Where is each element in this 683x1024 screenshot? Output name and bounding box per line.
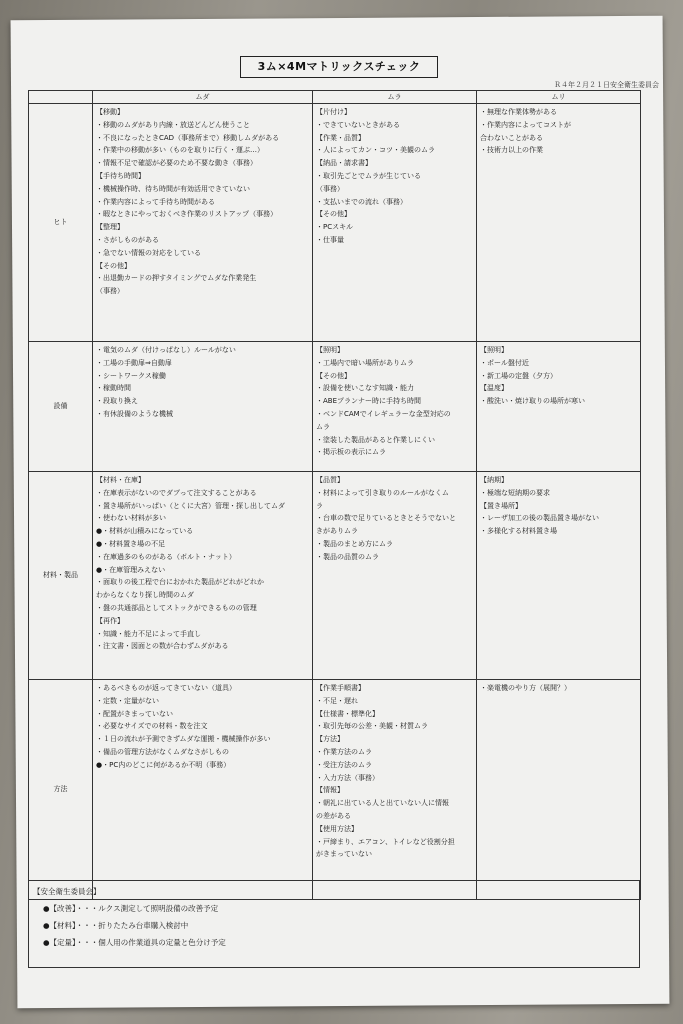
cell-line: ・さがしものがある <box>96 235 159 244</box>
cell-line: ・技術力以上の作業 <box>480 146 543 155</box>
cell-line: ・必要なサイズでの材料・数を注文 <box>96 722 208 731</box>
committee-item: ●【改善】・・・ルクス測定して照明設備の改善予定 <box>43 904 219 913</box>
cell-line: ムラ <box>316 422 330 431</box>
date-author: Ｒ４年２月２１日安全衛生委員会 <box>554 81 659 89</box>
cell-line: ・取引先ごとでムラが生じている <box>316 171 421 180</box>
cell-line: ・段取り換え <box>96 397 138 406</box>
matrix-table <box>28 90 641 900</box>
cell-line: ・新工場の定盤（夕方） <box>480 371 557 380</box>
cell-line: ・塗装した製品があると作業しにくい <box>316 435 435 444</box>
cell-line: 【材料・在庫】 <box>96 476 145 484</box>
cell-line: ・工場内で暗い場所がありムラ <box>316 358 414 367</box>
cell-line: 【照明】 <box>480 346 508 354</box>
row-label: 設備 <box>29 342 93 472</box>
cell-line: ・台車の数で足りているときとそうでないと <box>316 514 456 523</box>
cell-line: ・知識・能力不足によって手直し <box>96 629 201 638</box>
row-label: ヒト <box>29 104 93 342</box>
cell-muri <box>477 104 641 342</box>
cell-line: 【方法】 <box>316 735 344 744</box>
cell-line: （事務） <box>316 184 344 193</box>
cell-line: ・製品のまとめ方にムラ <box>316 539 393 548</box>
cell-line: ・作業方法のムラ <box>316 747 372 756</box>
cell-line: ・定数・定量がない <box>96 696 159 705</box>
cell-line: ・戸締まり、エアコン、トイレなど役割分担 <box>316 837 455 846</box>
cell-line: ・設備を使いこなす知識・能力 <box>316 384 414 393</box>
cell-line: ・工場の手動扉⇒自動扉 <box>96 358 172 367</box>
cell-line: ・ベンドCAMでイレギュラーな金型対応の <box>316 409 451 418</box>
cell-line: ・出退勤カードの押すタイミングでムダな作業発生 <box>96 274 257 283</box>
cell-line: ・ABEプランナー時に手持ち時間 <box>316 397 422 406</box>
cell-mura <box>313 472 477 680</box>
header-row <box>29 91 641 104</box>
cell-line: 【温度】 <box>480 384 508 393</box>
cell-line: ・多様化する材料置き場 <box>480 527 557 536</box>
cell-line: 【納品・請求書】 <box>316 159 372 168</box>
cell-muda <box>93 680 313 900</box>
cell-line: ・盤の共通部品としてストックができるものの管理 <box>96 603 257 612</box>
cell-line: 【作業手順書】 <box>316 684 365 692</box>
cell-line: ・１日の流れが予測できずムダな運搬・機械操作が多い <box>96 735 271 744</box>
corner-cell <box>29 91 93 104</box>
cell-mura <box>313 680 477 900</box>
cell-line: ・使わない材料が多い <box>96 514 166 523</box>
cell-line: ・製品の品質のムラ <box>316 552 379 561</box>
cell-line: 【その他】 <box>316 371 351 380</box>
cell-line: 【再作】 <box>96 616 124 625</box>
cell-line: ●・PC内のどこに何があるか不明（事務） <box>96 760 231 769</box>
cell-line: ・置き場所がいっぱい（とくに大宮）管理・探し出してムダ <box>96 501 285 510</box>
cell-line: ・シートワークス稼働 <box>96 371 166 380</box>
cell-line: 【その他】 <box>316 210 351 219</box>
cell-line: 【仕様書・標準化】 <box>316 709 379 718</box>
cell-line: 【作業・品質】 <box>316 133 365 142</box>
cell-line: ・掲示板の表示にムラ <box>316 448 386 457</box>
cell-line: ・不足・遅れ <box>316 696 358 705</box>
row-zairyo <box>29 472 641 680</box>
cell-line: ●・材料置き場の不足 <box>96 539 166 548</box>
column-header-mura: ムラ <box>313 91 477 104</box>
row-hito <box>29 104 641 342</box>
column-header-muda: ムダ <box>93 91 313 104</box>
cell-line: ・作業中の移動が多い（ものを取りに行く・運ぶ…） <box>96 146 264 155</box>
cell-line: ・材料によって引き取りのルールがなくム <box>316 488 449 497</box>
cell-line: ・極端な短納期の要求 <box>480 488 550 497</box>
cell-line: 【情報】 <box>316 786 344 795</box>
column-header-muri: ムリ <box>477 91 641 104</box>
cell-line: ・在庫過多のものがある（ボルト・ナット） <box>96 552 236 561</box>
cell-line: ラ <box>316 501 323 510</box>
cell-line: の差がある <box>316 811 351 820</box>
cell-line: ・取引先毎の公差・美観・材質ムラ <box>316 722 428 731</box>
cell-line: 【置き場所】 <box>480 501 522 510</box>
cell-line: ・注文書・図面との数が合わずムダがある <box>96 642 229 651</box>
cell-line: ・有休設備のような機械 <box>96 409 173 418</box>
cell-line: わからなくなり探し時間のムダ <box>96 591 194 600</box>
cell-line: きがありムラ <box>316 527 358 536</box>
cell-line: 合わないことがある <box>480 133 543 142</box>
row-label: 材料・製品 <box>29 472 93 680</box>
cell-line: ・備品の管理方法がなくムダなさがしもの <box>96 747 229 756</box>
cell-line: ・受注方法のムラ <box>316 760 372 769</box>
committee-notes <box>28 880 640 968</box>
cell-line: ・作業内容によってコストが <box>480 120 571 129</box>
cell-line: 【照明】 <box>316 346 344 354</box>
cell-line: ・酸洗い・焼け取りの場所が寒い <box>480 397 585 406</box>
cell-line: 【片付け】 <box>316 108 351 116</box>
cell-muda <box>93 472 313 680</box>
cell-line: ・できていないときがある <box>316 120 400 129</box>
cell-line: 【納期】 <box>480 476 508 484</box>
cell-line: ・急でない情報の対応をしている <box>96 248 201 257</box>
cell-line: ・機械操作時、待ち時間が有効活用できていない <box>96 184 250 193</box>
cell-line: 【整理】 <box>96 223 124 232</box>
cell-line: ・情報不足で確認が必要のため不要な動き（事務） <box>96 159 257 168</box>
committee-item: ●【定量】・・・個人用の作業道具の定量と色分け予定 <box>43 938 226 947</box>
cell-line: ・稼動時間 <box>96 384 131 393</box>
cell-line: ・配置がきまっていない <box>96 709 173 718</box>
cell-line: ・入力方法（事務） <box>316 773 379 782</box>
cell-line: （事務） <box>96 287 124 296</box>
cell-line: 【移動】 <box>96 108 124 116</box>
cell-line: 【その他】 <box>96 261 131 270</box>
cell-line: ・人によってカン・コツ・美観のムラ <box>316 146 435 155</box>
cell-line: ・ポール盤付近 <box>480 358 529 367</box>
cell-line: 【手待ち時間】 <box>96 171 145 180</box>
cell-line: ・楽電機のやり方（展開？） <box>480 684 571 692</box>
cell-line: ●・材料が山積みになっている <box>96 527 194 536</box>
cell-line: ・無理な作業体勢がある <box>480 108 557 116</box>
cell-line: ・作業内容によって手待ち時間がある <box>96 197 215 206</box>
cell-line: ・仕事量 <box>316 235 344 244</box>
cell-line: 【品質】 <box>316 476 344 484</box>
cell-muri <box>477 680 641 900</box>
cell-mura <box>313 342 477 472</box>
cell-line: 【使用方法】 <box>316 824 358 833</box>
cell-mura <box>313 104 477 342</box>
cell-line: ・移動のムダがあり内線・放送どんどん使うこと <box>96 120 250 129</box>
row-houhou <box>29 680 641 900</box>
cell-line: がきまっていない <box>316 850 372 859</box>
cell-line: ・電気のムダ（付けっぱなし）ルールがない <box>96 346 236 354</box>
cell-line: ・あるべきものが返ってきていない（道具） <box>96 684 236 692</box>
cell-muri <box>477 472 641 680</box>
cell-line: ・支払いまでの流れ（事務） <box>316 197 407 206</box>
cell-line: ・不良になったときCAD（事務所まで）移動しムダがある <box>96 133 280 142</box>
cell-line: ・暇なときにやっておくべき作業のリストアップ（事務） <box>96 210 278 219</box>
cell-line: ・面取りの後工程で台におかれた製品がどれがどれか <box>96 578 264 587</box>
cell-muri <box>477 342 641 472</box>
row-label: 方法 <box>29 680 93 900</box>
committee-item: ●【材料】・・・折りたたみ台車購入検討中 <box>43 921 189 930</box>
committee-header: 【安全衛生委員会】 <box>33 887 101 896</box>
cell-line: ・朝礼に出ている人と出ていない人に情報 <box>316 799 449 808</box>
cell-muda <box>93 342 313 472</box>
row-setsubi <box>29 342 641 472</box>
cell-line: ・在庫表示がないのでダブって注文することがある <box>96 488 257 497</box>
cell-line: ・PCスキル <box>316 223 354 232</box>
cell-muda <box>93 104 313 342</box>
page-title: 3ム×4Mマトリックスチェック <box>240 56 438 78</box>
cell-line: ・レーザ加工の後の製品置き場がない <box>480 514 599 523</box>
cell-line: ●・在庫管理みえない <box>96 565 166 574</box>
